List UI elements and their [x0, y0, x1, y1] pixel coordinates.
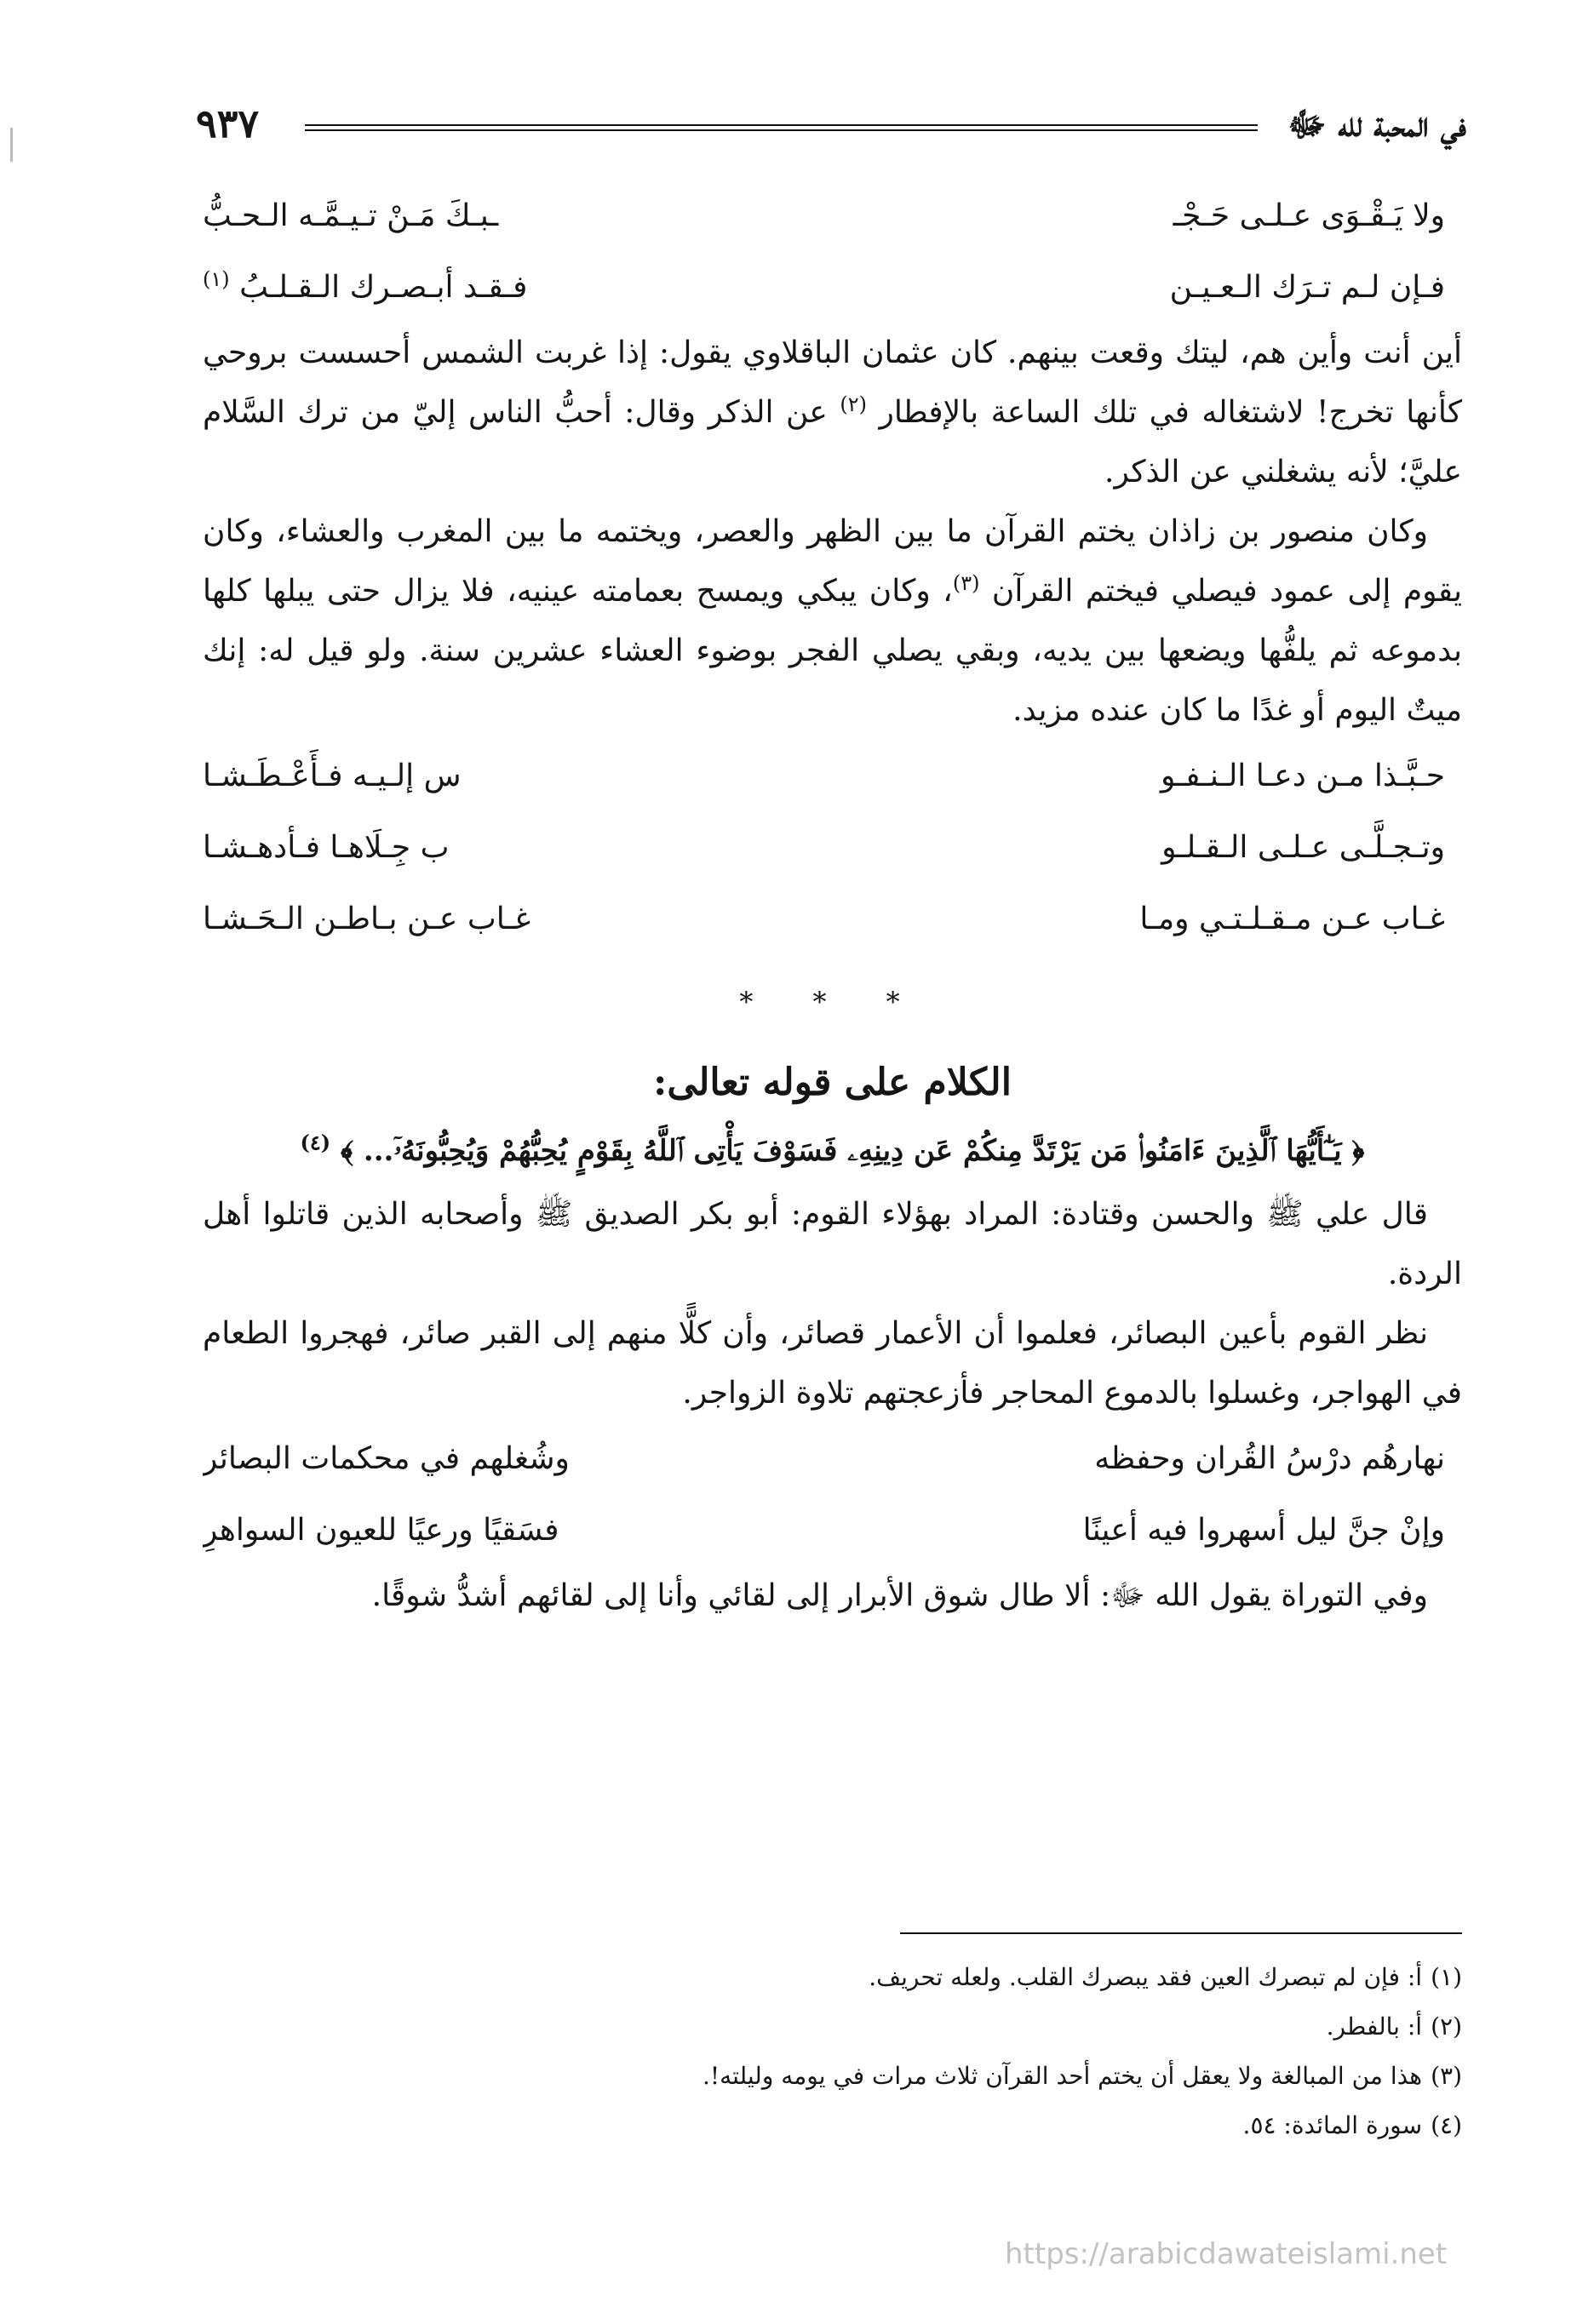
verse-second-hemistich: ـبـكَ مَـنْ تـيـمَّـه الـحـبُّ — [203, 198, 499, 233]
verse-second-hemistich: ب جِـلَاهـا فـأدهـشـا — [203, 830, 450, 865]
footnotes — [203, 1932, 1462, 2150]
page-number: ٩٣٧ — [196, 100, 260, 146]
poem-block-1 — [203, 180, 1462, 323]
footnote-text: سورة المائدة: ٥٤. — [1242, 2111, 1423, 2139]
footnote-ref-3[interactable]: (٣) — [952, 571, 980, 595]
paragraph-mansur — [203, 502, 1462, 741]
quran-verse-text: ﴿ يَـٰٓأَيُّهَا ٱلَّذِينَ ءَامَنُوا۟ مَن يَرْتَدَّ مِنكُمْ عَن دِينِهِۦ فَسَوْفَ يَأْتِى ٱللَّهُ بِقَوْمٍ يُحِبُّهُمْ وَيُحِبُّونَهُۥٓ... ﴾ — [340, 1134, 1365, 1168]
footnote-text: هذا من المبالغة ولا يعقل أن يختم أحد القرآن ثلاث مرات في يومه وليلته!. — [702, 2062, 1423, 2090]
footnote-item — [203, 2002, 1462, 2052]
footnote-ref-1[interactable]: (١) — [203, 267, 230, 291]
watermark-url: https://arabicdawateislami.net — [1005, 2237, 1448, 2271]
footnote-ref-4[interactable]: (٤) — [300, 1130, 331, 1155]
poem-block-3 — [203, 1423, 1462, 1566]
page-body — [203, 180, 1462, 1626]
poem-verse — [203, 1423, 1462, 1495]
header-rule — [305, 124, 1258, 131]
verse-first-hemistich: فـإن لـم تـرَك الـعـيـن — [1169, 270, 1445, 305]
poem-verse — [203, 884, 1462, 955]
verse-first-hemistich: حـبَّـذا مـن دعـا الـنـفـو — [1161, 758, 1445, 793]
verse-first-hemistich: وإنْ جنَّ ليل أسهروا فيه أعينًا — [1082, 1513, 1445, 1548]
paragraph-torah: وفي التوراة يقول الله ﷻ: ألا طال شوق الأبرار إلى لقائي وأنا إلى لقائهم أشدُّ شوقًا. — [371, 1578, 1428, 1613]
verse-second-hemistich: غـاب عـن بـاطـن الـحَـشـا — [203, 902, 531, 936]
poem-verse — [203, 180, 1462, 252]
footnote-number: (٤) — [1431, 2111, 1462, 2139]
footnote-item — [203, 1953, 1462, 2002]
paragraph-baqillawi — [203, 323, 1462, 502]
scan-margin-mark — [10, 128, 13, 162]
running-title: في المحبة لله ﷻ — [1287, 105, 1466, 145]
verse-second-hemistich: فسَقيًا ورعيًا للعيون السواهرِ — [203, 1513, 559, 1548]
footnote-number: (٢) — [1431, 2012, 1462, 2041]
footnote-text: أ: فإن لم تبصرك العين فقد يبصرك القلب. ولعله تحريف. — [869, 1963, 1423, 1991]
verse-second-hemistich: فـقـد أبـصـرك الـقـلـبُ — [239, 270, 528, 305]
poem-verse — [203, 1495, 1462, 1566]
poem-block-2 — [203, 741, 1462, 955]
footnote-item — [203, 2101, 1462, 2150]
section-separator: * * * — [739, 986, 926, 1018]
section-heading: الكلام على قوله تعالى: — [653, 1061, 1012, 1104]
verse-second-hemistich-with-ref — [203, 252, 749, 323]
quran-verse — [203, 1117, 1462, 1185]
verse-first-hemistich: ولا يَـقْـوَى عـلـى حَـجْـ — [1173, 198, 1445, 233]
verse-second-hemistich: وشُغلهم في محكمات البصائر — [203, 1441, 570, 1476]
paragraph-text: عن الذكر وقال: أحبُّ الناس إليّ من ترك السَّلام عليَّ؛ لأنه يشغلني عن الذكر. — [203, 395, 1462, 489]
paragraph-interpretation: قال علي ﷺ والحسن وقتادة: المراد بهؤلاء القوم: أبو بكر الصديق ﷺ وأصحابه الذين قاتلوا أهل الردة. — [203, 1197, 1462, 1291]
verse-second-hemistich: س إلـيـه فـأَعْـطَـشـا — [203, 758, 462, 793]
paragraph-text: ، وكان يبكي ويمسح بعمامته عينيه، فلا يزال حتى يبلها كلها بدموعه ثم يلفُّها ويضعها بين يديه، وبقي يصلي الفجر بوضوء العشاء عشرين سنة. ولو قيل له: إنك ميتٌ اليوم أو غدًا ما كان عنده مزيد. — [203, 574, 1462, 728]
paragraph-text: وكان منصور بن زاذان يختم القرآن ما بين الظهر والعصر، ويختمه ما بين المغرب والعشاء، وكان يقوم إلى عمود فيصلي فيختم القرآن — [203, 514, 1462, 609]
footnote-rule — [900, 1932, 1462, 1934]
poem-verse — [203, 741, 1462, 812]
footnote-text: أ: بالفطر. — [1326, 2012, 1423, 2041]
verse-first-hemistich: نهارهُم درْسُ القُران وحفظه — [1094, 1441, 1445, 1476]
poem-verse — [203, 812, 1462, 884]
footnote-item — [203, 2052, 1462, 2101]
page-header — [196, 102, 1466, 153]
footnote-number: (١) — [1431, 1963, 1462, 1991]
verse-first-hemistich: غـاب عـن مـقـلـتـي ومـا — [1139, 902, 1445, 936]
paragraph-text: أين أنت وأين هم، ليتك وقعت بينهم. كان عثمان الباقلاوي يقول: إذا غربت الشمس أحسست بروحي كأنها تخرج! لاشتغاله في تلك الساعة بالإفطار — [203, 335, 1462, 430]
verse-first-hemistich: وتـجـلَّـى عـلـى الـقـلـو — [1161, 830, 1445, 865]
footnote-number: (٣) — [1431, 2062, 1462, 2090]
poem-verse — [203, 252, 1462, 323]
footnote-ref-2[interactable]: (٢) — [840, 392, 867, 416]
paragraph-insight: نظر القوم بأعين البصائر، فعلموا أن الأعمار قصائر، وأن كلًّا منهم إلى القبر صائر، فهجروا الطعام في الهواجر، وغسلوا بالدموع المحاجر فأزعجتهم تلاوة الزواجر. — [203, 1316, 1462, 1411]
